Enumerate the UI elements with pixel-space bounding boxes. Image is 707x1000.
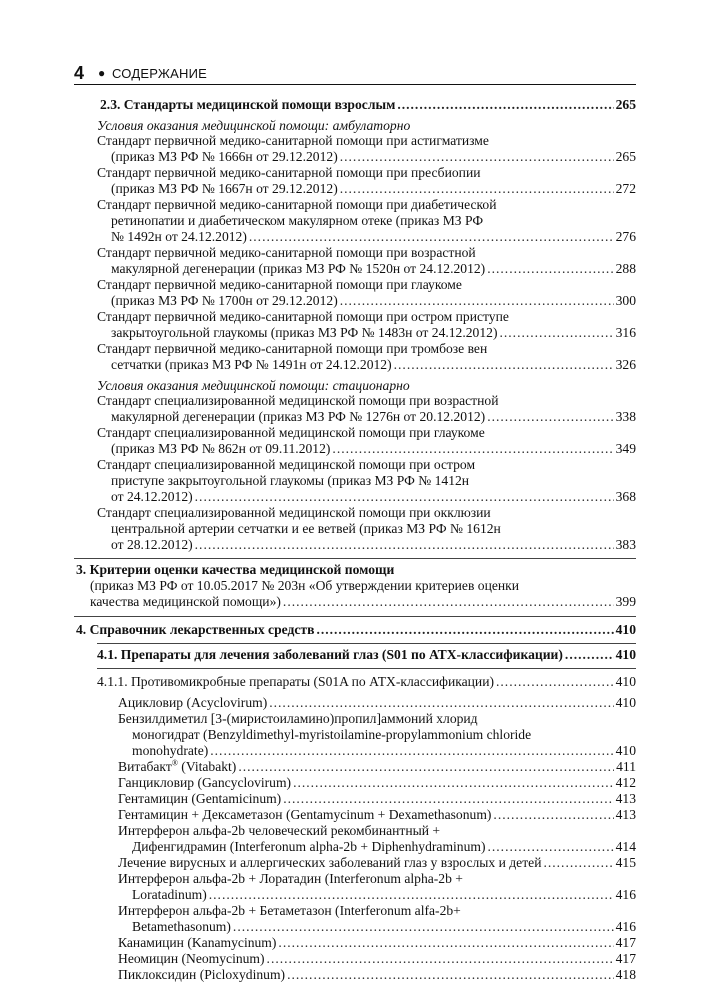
toc-page-number: 326 [615, 357, 636, 372]
toc-entry-line: Стандарт первичной медико-санитарной помощи при глаукоме [97, 277, 462, 292]
toc-entry-line: Интерферон альфа-2b + Лоратадин (Interferonum alpha-2b + [118, 871, 463, 886]
toc-entry-line: Стандарт первичной медико-санитарной помощи при пресбиопии [97, 165, 481, 180]
toc-page-number: 410 [615, 647, 636, 662]
toc-drug-gentamicin[interactable]: Гентамицин (Gentamicinum) . . . 413 [118, 791, 636, 807]
divider [74, 558, 636, 559]
toc-entry-stat-amd[interactable]: макулярной дегенерации (приказ МЗ РФ № 1276н от 20.12.2012) . . . 338 [111, 409, 636, 425]
toc-entry-acute-glaucoma[interactable]: закрытоугольной глаукомы (приказ МЗ РФ № 1483н от 24.12.2012) . . . 316 [111, 325, 636, 341]
toc-entry-presbyopia[interactable]: (приказ МЗ РФ № 1667н от 29.12.2012) . . . 272 [111, 181, 636, 197]
toc-entry-diabetic-retinopathy[interactable]: № 1492н от 24.12.2012) . . . 276 [111, 229, 636, 245]
toc-drug-neomycin[interactable]: Неомицин (Neomycinum) . . . 417 [118, 951, 636, 967]
toc-entry-line: Стандарт специализированной медицинской помощи при возрастной [97, 393, 499, 408]
divider [97, 668, 636, 669]
toc-page-number: 416 [615, 887, 636, 902]
toc-entry-line: моногидрат (Benzyldimethyl-myristoilamine-propylammonium chloride [132, 727, 532, 742]
toc-page-number: 417 [615, 951, 636, 966]
toc-page-number: 349 [615, 441, 636, 456]
toc-entry-line: Интерферон альфа-2b человеческий рекомбинантный + [118, 823, 441, 838]
page-number: 4 [74, 63, 85, 83]
toc-drug-vitabakt[interactable]: Витабакт® (Vitabakt) . . . 411 [118, 759, 636, 775]
toc-entry-line: приступе закрытоугольной глаукомы (приказ МЗ РФ № 1412н [111, 473, 470, 488]
toc-entry-line: Стандарт специализированной медицинской помощи при окклюзии [97, 505, 491, 520]
toc-drug-interferon-diphenhydramine[interactable]: Дифенгидрамин (Interferonum alpha-2b + Diphenhydraminum) . . . 414 [132, 839, 636, 855]
toc-page-number: 410 [615, 674, 636, 689]
section-heading-outpatient: Условия оказания медицинской помощи: амбулаторно [97, 118, 411, 133]
toc-page-number: 413 [615, 807, 636, 822]
toc-page-number: 272 [615, 181, 636, 196]
toc-entry-stat-glaucoma[interactable]: (приказ МЗ РФ № 862н от 09.11.2012) . . . 349 [111, 441, 636, 457]
toc-entry-2-3[interactable] [100, 97, 636, 113]
toc-entry-glaucoma[interactable]: (приказ МЗ РФ № 1700н от 29.12.2012) . . . 300 [111, 293, 636, 309]
toc-entry-stat-acute-glaucoma[interactable]: от 24.12.2012) . . . 368 [111, 489, 636, 505]
toc-entry-line: центральной артерии сетчатки и ее ветвей (приказ МЗ РФ № 1612н [111, 521, 501, 536]
toc-entry-line: Бензилдиметил [3-(миристоиламино)пропил]аммоний хлорид [118, 711, 478, 726]
toc-page-number: 411 [616, 759, 636, 774]
toc-drug-gentamicin-dexamethasone[interactable]: Гентамицин + Дексаметазон (Gentamycinum + Dexamethasonum) . . . 413 [118, 807, 636, 823]
toc-page-number: 413 [615, 791, 636, 806]
toc-page-number: 383 [615, 537, 636, 552]
toc-page-number: 265 [615, 97, 636, 112]
toc-page-number: 414 [615, 839, 636, 854]
toc-entry-4-1-1[interactable]: 4.1.1. Противомикробные препараты (S01A по АТХ-классификации) . . . 410 [97, 674, 636, 690]
toc-page-number: 265 [615, 149, 636, 164]
toc-page-number: 316 [615, 325, 636, 340]
toc-entry-line: Стандарт первичной медико-санитарной помощи при тромбозе вен [97, 341, 488, 356]
toc-entry-stat-artery-occlusion[interactable]: от 28.12.2012) . . . 383 [111, 537, 636, 553]
toc-entry-line: Интерферон альфа-2b + Бетаметазон (Interferonum alfa-2b+ [118, 903, 461, 918]
divider [74, 616, 636, 617]
header-title: СОДЕРЖАНИЕ [112, 66, 208, 81]
toc-entry-astigmatism[interactable]: (приказ МЗ РФ № 1666н от 29.12.2012) . . . 265 [111, 149, 636, 165]
toc-drug-interferon-loratadine[interactable]: Loratadinum) . . . 416 [132, 887, 636, 903]
toc-drug-interferon-betamethasone[interactable]: Betamethasonum) . . . 416 [132, 919, 636, 935]
toc-drug-treatment-viral[interactable]: Лечение вирусных и аллергических заболеваний глаз у взрослых и детей . . . 415 [118, 855, 636, 871]
toc-drug-acyclovir[interactable]: Ацикловир (Acyclovirum) . . . 410 [118, 695, 636, 711]
bullet-icon: ● [98, 66, 106, 80]
header-rule [74, 84, 636, 85]
toc-page-number: 416 [615, 919, 636, 934]
toc-entry-3[interactable]: качества медицинской помощи») . . . 399 [90, 594, 636, 610]
toc-entry-amd[interactable]: макулярной дегенерации (приказ МЗ РФ № 1520н от 24.12.2012) . . . 288 [111, 261, 636, 277]
toc-entry-line: Стандарт первичной медико-санитарной помощи при диабетической [97, 197, 497, 212]
toc-page-number: 418 [615, 967, 636, 982]
toc-page-number: 410 [615, 695, 636, 710]
toc-page-number: 415 [615, 855, 636, 870]
toc-entry-line: Стандарт специализированной медицинской помощи при остром [97, 457, 476, 472]
toc-page-number: 410 [615, 622, 636, 637]
divider [97, 643, 636, 644]
toc-entry-4[interactable]: 4. Справочник лекарственных средств . . . 410 [76, 622, 636, 638]
toc-drug-kanamycin[interactable]: Канамицин (Kanamycinum) . . . 417 [118, 935, 636, 951]
toc-drug-ganciclovir[interactable]: Ганцикловир (Gancyclovirum) . . . 412 [118, 775, 636, 791]
toc-entry-title: 2.3. Стандарты медицинской помощи взрослым [100, 97, 396, 112]
section-heading-inpatient: Условия оказания медицинской помощи: стационарно [97, 378, 410, 393]
toc-page-number: 300 [615, 293, 636, 308]
toc-entry-line: (приказ МЗ РФ от 10.05.2017 № 203н «Об утверждении критериев оценки [90, 578, 520, 593]
toc-page-number: 276 [615, 229, 636, 244]
toc-page-number: 399 [615, 594, 636, 609]
toc-entry-line: Стандарт специализированной медицинской помощи при глаукоме [97, 425, 485, 440]
toc-entry-line: Стандарт первичной медико-санитарной помощи при астигматизме [97, 133, 489, 148]
toc-page-number: 410 [615, 743, 636, 758]
toc-page-number: 417 [615, 935, 636, 950]
toc-drug-picloxydine[interactable]: Пиклоксидин (Picloxydinum) . . . 418 [118, 967, 636, 983]
toc-entry-line: ретинопатии и диабетическом макулярном отеке (приказ МЗ РФ [111, 213, 484, 228]
toc-entry-4-1[interactable]: 4.1. Препараты для лечения заболеваний глаз (S01 по АТХ-классификации) . . . 410 [97, 647, 636, 663]
toc-drug-miramistin[interactable]: monohydrate) . . . 410 [132, 743, 636, 759]
toc-entry-3-title: 3. Критерии оценки качества медицинской помощи [76, 562, 395, 577]
registered-mark: ® [171, 758, 178, 768]
toc-entry-line: Стандарт первичной медико-санитарной помощи при остром приступе [97, 309, 509, 324]
toc-entry-line: Стандарт первичной медико-санитарной помощи при возрастной [97, 245, 476, 260]
toc-page-number: 412 [615, 775, 636, 790]
toc-page-number: 368 [615, 489, 636, 504]
page-header [74, 62, 636, 86]
toc-page-number: 338 [615, 409, 636, 424]
toc-entry-vein-thrombosis[interactable]: сетчатки (приказ МЗ РФ № 1491н от 24.12.2012) . . . 326 [111, 357, 636, 373]
toc-page-number: 288 [615, 261, 636, 276]
